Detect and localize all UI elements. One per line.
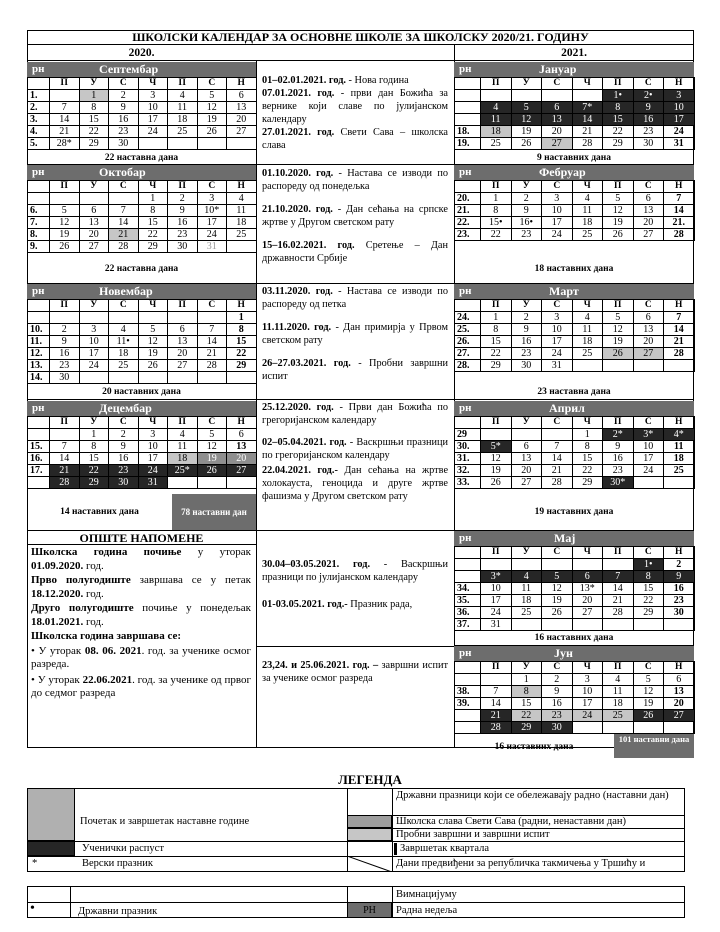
calendar-may: П У С Ч П С Н 1• 2 3* 4 5 6 7 8 9 34. 10 11 12 13* 14 15 16 35. 17 18 19 20 21 22 23 36. 24 25 26 27 28 29 30 37. 31 bbox=[454, 546, 695, 631]
month-header-apr: рн Април bbox=[454, 401, 694, 416]
legend-saint-sava: Школска слава Свети Сава (радни, ненаставни дан) bbox=[396, 816, 627, 827]
legend-swatch-saint-sava bbox=[347, 815, 392, 828]
month-name-jan: Јануар bbox=[539, 62, 577, 76]
legend-swatch-competition bbox=[347, 856, 392, 872]
legend-religious-sym: * bbox=[32, 858, 38, 869]
events-block-3: 03.11.2020. год. - Настава се изводи по распореду од петка 11.11.2020. год. - Дан примирја у Првом светском рату 26–27.03.2021. год. - Пробни завршни испит bbox=[262, 286, 449, 382]
page-title: ШКОЛСКИ КАЛЕНДАР ЗА ОСНОВНЕ ШКОЛЕ ЗА ШКОЛСКУ 2020/21. ГОДИНУ bbox=[27, 30, 694, 45]
legend-quarter-end: Завршетак квартала bbox=[400, 843, 490, 854]
month-name-feb: Фебруар bbox=[539, 165, 586, 179]
calendar-mar: П У С Ч П С Н 24. 1 2 3 4 5 6 7 25. 8 9 10 11 12 13 14 26. 15 16 17 18 19 20 21 27. 22 23 24 25 26 27 28 28. 29 30 31 bbox=[454, 299, 695, 372]
calendar-dec: П У С Ч П С Н 1 2 3 4 5 6 15. 7 8 9 10 11 12 13 16. 14 15 16 17 18 19 20 17. 21 22 23 24 25* 26 27 28 29 30 31 bbox=[27, 416, 257, 489]
events-block-2: 01.10.2020. год. - Настава се изводи по распореду од понедељка 21.10.2020. год. - Дан сећања на српске жртве у Другом светском рату 15–16.02.2021. год. Сретење – Дан државности Србије bbox=[262, 168, 449, 264]
legend-exam: Пробни завршни и завршни испит bbox=[396, 829, 550, 840]
month-header-oct: рн Октобар bbox=[27, 165, 256, 180]
calendar-jan: П У С Ч П С Н 1• 2• 3 4 5 6 7* 8 9 10 11 12 13 14 15 16 17 18. 18 19 20 21 22 23 24 19. 25 26 27 28 29 30 31 bbox=[454, 77, 695, 150]
month-header-sep bbox=[27, 62, 256, 77]
events-block-1: 01–02.01.2021. год. - Нова година 07.01.2021. год. - први дан Божића за вернике који славе по јулијанском календару 27.01.2021. год. Свети Сава – школска слава bbox=[262, 75, 448, 151]
count-sep: 22 наставна дана bbox=[104, 153, 179, 163]
month-header-jan: рн Јануар bbox=[454, 62, 694, 77]
calendar-apr: П У С Ч П С Н 29 1 2* 3* 4* 30. 5* 6 7 8 9 10 11 31. 12 13 14 15 16 17 18 32. 19 20 21 22 23 24 25 33. 26 27 28 29 30* bbox=[454, 416, 695, 489]
calendar-feb: П У С Ч П С Н 20. 1 2 3 4 5 6 7 21. 8 9 10 11 12 13 14 22. 15• 16• 17 18 19 20 21. 23. 22 23 24 25 26 27 28 bbox=[454, 180, 695, 241]
month-name-dec: Децембар bbox=[99, 401, 152, 415]
count-may: 16 наставних дана bbox=[534, 633, 614, 643]
legend-work-week-sym: РН bbox=[347, 902, 392, 918]
month-header-nov: рн Новембар bbox=[27, 284, 256, 299]
month-name-sep: Септембар bbox=[99, 62, 159, 76]
count-mar: 23 наставна дана bbox=[537, 387, 611, 397]
legend-religious: Верски празник bbox=[82, 858, 153, 869]
count-oct: 22 наставна дана bbox=[104, 264, 179, 274]
legend-swatch-exam bbox=[347, 828, 392, 841]
count-jun: 16 наставних дана bbox=[494, 742, 574, 752]
count-apr: 19 наставних дана bbox=[534, 507, 614, 517]
month-name-nov: Новембар bbox=[99, 284, 153, 298]
count-dec: 14 наставних дана bbox=[60, 507, 139, 517]
count-feb: 18 наставних дана bbox=[534, 264, 614, 274]
month-name-jun: Јун bbox=[554, 646, 573, 660]
month-header-mar: рн Март bbox=[454, 284, 694, 299]
month-header-jun: рн Јун bbox=[454, 646, 694, 661]
month-header-may: рн Мај bbox=[454, 531, 694, 546]
legend-state-holiday-work: Државни празници који се обележавају радно (наставни дан) bbox=[396, 790, 669, 801]
month-name-may: Мај bbox=[554, 531, 576, 545]
legend-state-holiday-sym: • bbox=[30, 901, 35, 916]
legend-title: ЛЕГЕНДА bbox=[338, 772, 402, 787]
calendar-nov: П У С Ч П С Н 1 10. 2 3 4 5 6 7 8 11. 9 10 11• 12 13 14 15 12. 16 17 18 19 20 21 22 13. 23 24 25 26 27 28 29 14. 30 bbox=[27, 299, 257, 384]
count-jan: 9 наставних дана bbox=[536, 153, 612, 163]
year-left: 2020. bbox=[128, 47, 155, 59]
calendar-oct: П У С Ч П С Н 1 2 3 4 6. 5 6 7 8 9 10* 11 7. 12 13 14 15 16 17 18 8. 19 20 21 22 23 24 25 9. 26 27 28 29 30 31 bbox=[27, 180, 257, 253]
semester2-total: 101 наставни дана bbox=[614, 734, 694, 758]
legend-swatch-break bbox=[27, 841, 75, 856]
month-header-dec: рн Децембар bbox=[27, 401, 256, 416]
semester-total: 78 наставни дан bbox=[172, 494, 256, 530]
legend-start-end: Почетак и завршетак наставне године bbox=[80, 816, 250, 827]
legend-swatch-quarter bbox=[394, 843, 397, 855]
count-nov: 20 наставних дана bbox=[102, 387, 181, 397]
general-notes: Школска година почиње у уторак 01.09.2020. год. Прво полугодиште завршава се у петак 18.12.2020. год. Друго полугодиште почиње у понедељак 18.01.2021. год. Школска година завршава се: • У уторак 08. 06. 2021. год. за ученике осмог разреда. • У уторак 22.06.2021. год. за ученике од првог до седмог разреда bbox=[31, 546, 252, 699]
calendar-sep: П У С Ч П С Н 1. 1 2 3 4 5 6 2. 7 8 9 10 11 12 13 3. 14 15 16 17 18 19 20 4. 21 22 23 24 25 26 27 5. 28* 29 30 bbox=[27, 77, 257, 150]
month-header-feb: рн Фебруар bbox=[454, 165, 694, 180]
events-block-5: 30.04–03.05.2021. год. - Васкршњи празници по јулијанском календару 01-03.05.2021. год.- Празник рада, bbox=[262, 559, 448, 610]
legend-swatch-start-end bbox=[27, 788, 75, 841]
rn-label: рн bbox=[32, 63, 45, 75]
notes-heading: ОПШТЕ НАПОМЕНЕ bbox=[27, 531, 256, 545]
events-block-6: 23,24. и 25.06.2021. год. – завршни испит за ученике осмог разреда bbox=[262, 660, 448, 684]
calendar-jun: П У С Ч П С Н 1 2 3 4 5 6 38. 7 8 9 10 11 12 13 39. 14 15 16 17 18 19 20 21 22 23 24 25 26 27 28 29 30 bbox=[454, 661, 695, 734]
legend-competition-cont: Вимнацијуму bbox=[396, 889, 457, 900]
events-block-4: 25.12.2020. год. - Први дан Божића по грегоријанском календару 02–05.04.2021. год. - Васкршњи празници по грегоријанском календару 22.04.2021. год.- Дан сећања на жртве холокауста, геноцида и друге жртве фашизма у Другом светском рату bbox=[262, 402, 449, 502]
legend-state-holiday-text: Државни празник bbox=[78, 906, 158, 917]
month-name-oct: Октобар bbox=[99, 165, 146, 179]
legend-competition: Дани предвиђени за републичка такмичења у Тршићу и bbox=[396, 858, 646, 869]
year-right: 2021. bbox=[561, 47, 587, 59]
legend-work-week: Радна недеља bbox=[396, 905, 458, 916]
month-name-apr: Април bbox=[549, 401, 585, 415]
legend-break: Ученички распуст bbox=[82, 843, 164, 854]
month-name-mar: Март bbox=[549, 284, 579, 298]
